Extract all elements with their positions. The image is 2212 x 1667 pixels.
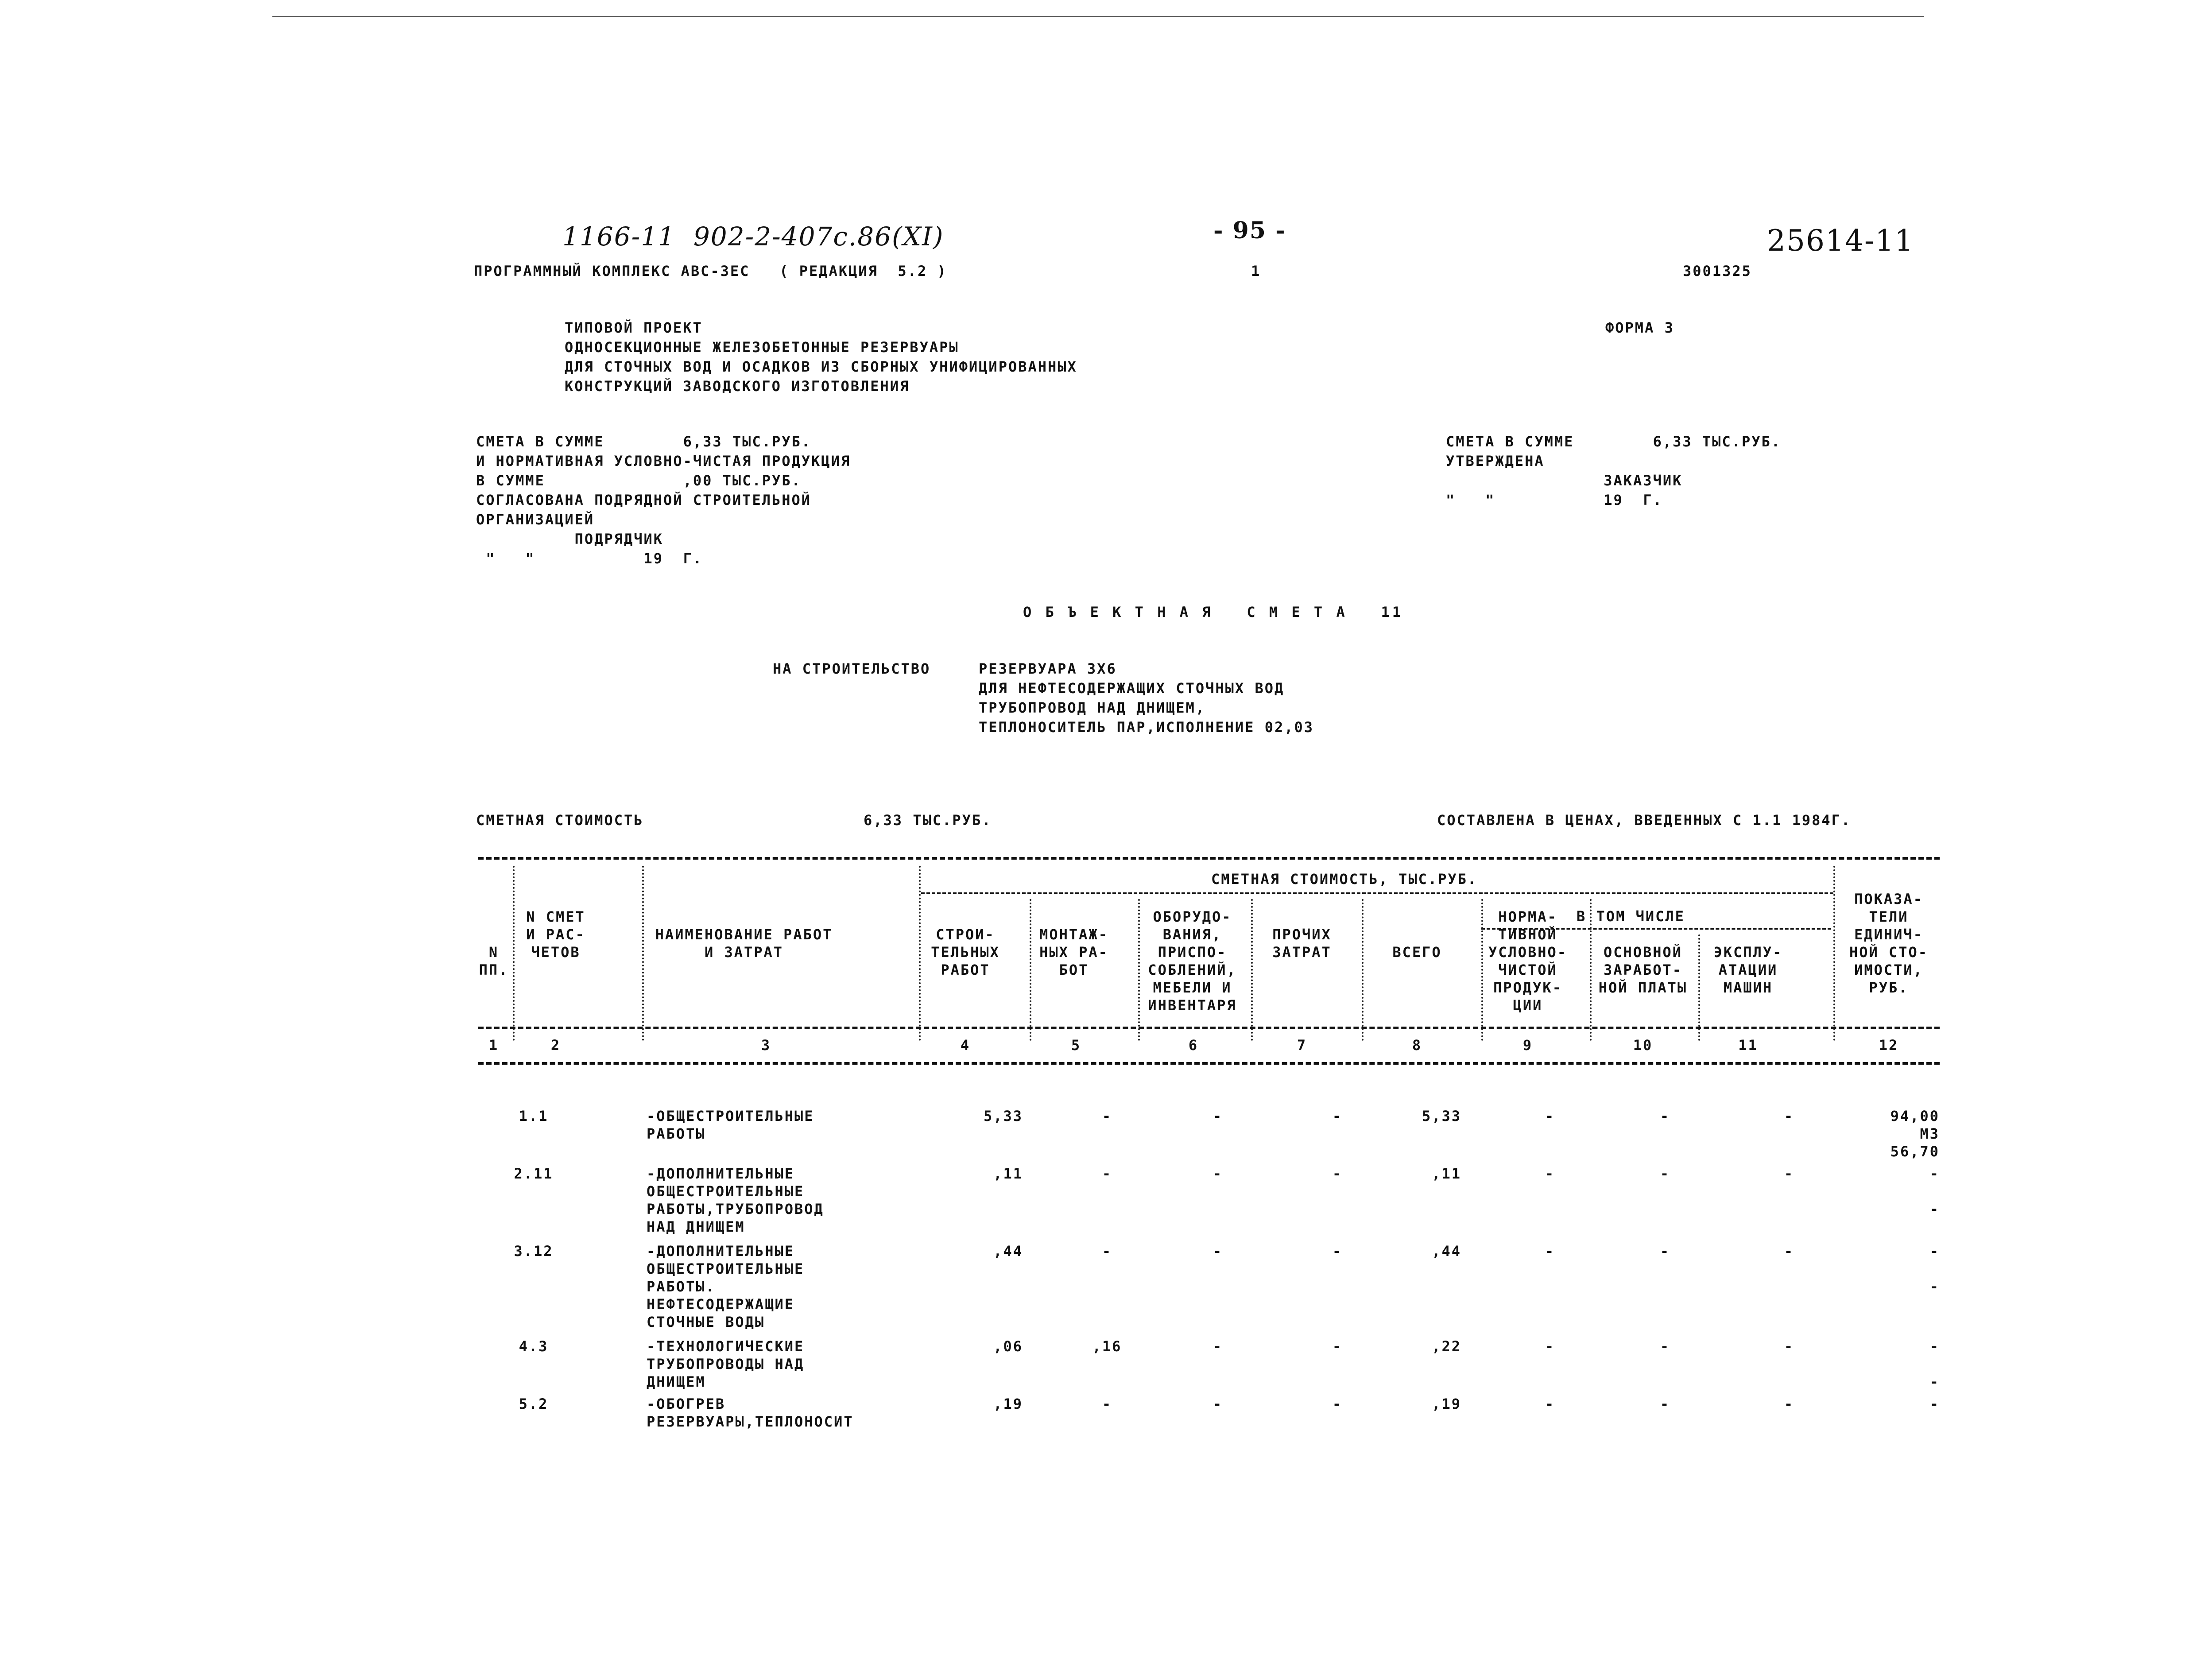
column-number: 9 (1522, 1037, 1533, 1054)
project-line: ДЛЯ СТОЧНЫХ ВОД И ОСАДКОВ ИЗ СБОРНЫХ УНИФИЦИРОВАННЫХ (565, 358, 1077, 375)
approval-line: УТВЕРЖДЕНА (1446, 453, 1545, 469)
page-number: - 95 - (1213, 217, 1286, 244)
column-separator (1138, 899, 1140, 1041)
program-complex-label: ПРОГРАММНЫЙ КОМПЛЕКС АВС-3ЕС ( РЕДАКЦИЯ 5.2 ) (474, 263, 947, 279)
column-number: 11 (1738, 1037, 1758, 1054)
object-line: ТРУБОПРОВОД НАД ДНИЩЕМ, (979, 699, 1206, 716)
column-number: 3 (761, 1037, 771, 1054)
row-unit-cost: - (1929, 1396, 1940, 1412)
row-total: ,22 (1432, 1338, 1461, 1355)
row-total: ,44 (1432, 1243, 1461, 1260)
column-separator (919, 866, 921, 1041)
header-bottom-rule (478, 1027, 1940, 1029)
column-separator (1481, 899, 1483, 1041)
approval-line: СОГЛАСОВАНА ПОДРЯДНОЙ СТРОИТЕЛЬНОЙ (476, 492, 812, 508)
column-number: 8 (1412, 1037, 1422, 1054)
project-line: КОНСТРУКЦИЙ ЗАВОДСКОГО ИЗГОТОВЛЕНИЯ (565, 378, 910, 395)
row-number: 5.2 (519, 1396, 549, 1412)
row-equipment: - (1213, 1243, 1223, 1260)
row-construction: 5,33 (983, 1108, 1023, 1124)
row-construction: ,19 (993, 1396, 1023, 1412)
column-header-work-name: НАИМЕНОВАНИЕ РАБОТ И ЗАТРАТ (655, 926, 833, 961)
row-total: ,19 (1432, 1396, 1461, 1412)
row-machine-operation: - (1784, 1165, 1794, 1182)
column-header-equipment: ОБОРУДО- ВАНИЯ, ПРИСПО- СОБЛЕНИЙ, МЕБЕЛИ И ИНВЕНТАРЯ (1148, 908, 1237, 1014)
document-title: О Б Ъ Е К Т Н А Я С М Е Т А 11 (1023, 604, 1404, 620)
column-numbers-rule (478, 1062, 1940, 1065)
row-base-wages: - (1660, 1108, 1670, 1124)
row-normative-net: - (1545, 1338, 1555, 1355)
approval-line: ОРГАНИЗАЦИЕЙ (476, 511, 595, 528)
approval-line: ПОДРЯДЧИК (476, 531, 664, 547)
row-installation: - (1102, 1396, 1112, 1412)
object-line: РЕЗЕРВУАРА 3Х6 (979, 660, 1117, 677)
object-prefix: НА СТРОИТЕЛЬСТВО (773, 660, 931, 677)
column-number: 7 (1297, 1037, 1307, 1054)
row-normative-net: - (1545, 1243, 1555, 1260)
column-separator (1362, 899, 1364, 1041)
subgroup-header: В ТОМ ЧИСЛЕ (1577, 908, 1685, 925)
row-construction: ,11 (993, 1165, 1023, 1182)
approval-line: СМЕТА В СУММЕ 6,33 ТЫС.РУБ. (1446, 433, 1782, 450)
row-work-name: -ДОПОЛНИТЕЛЬНЫЕ ОБЩЕСТРОИТЕЛЬНЫЕ РАБОТЫ. НЕФТЕСОДЕРЖАЩИЕ СТОЧНЫЕ ВОДЫ (647, 1243, 805, 1330)
column-separator (1030, 899, 1031, 1041)
row-total: ,11 (1432, 1165, 1461, 1182)
row-other: - (1332, 1338, 1343, 1355)
row-equipment: - (1213, 1165, 1223, 1182)
row-number: 4.3 (519, 1338, 549, 1355)
row-work-name: -ОБОГРЕВ РЕЗЕРВУАРЫ,ТЕПЛОНОСИТ (647, 1396, 854, 1430)
column-number: 6 (1188, 1037, 1199, 1054)
approval-line: СМЕТА В СУММЕ 6,33 ТЫС.РУБ. (476, 433, 812, 450)
row-normative-net: - (1545, 1396, 1555, 1412)
column-header-estimate-number: N СМЕТ И РАС- ЧЕТОВ (526, 908, 585, 961)
row-equipment: - (1213, 1108, 1223, 1124)
row-construction: ,44 (993, 1243, 1023, 1260)
column-number: 10 (1633, 1037, 1653, 1054)
row-work-name: -ОБЩЕСТРОИТЕЛЬНЫЕ РАБОТЫ (647, 1108, 814, 1142)
row-other: - (1332, 1165, 1343, 1182)
row-installation: - (1102, 1243, 1112, 1260)
column-number: 12 (1879, 1037, 1899, 1054)
row-base-wages: - (1660, 1165, 1670, 1182)
table-group-header: СМЕТНАЯ СТОИМОСТЬ, ТЫС.РУБ. (1211, 871, 1478, 888)
row-base-wages: - (1660, 1396, 1670, 1412)
column-separator (1833, 866, 1835, 1041)
column-separator (1251, 899, 1253, 1041)
estimated-cost-value: 6,33 ТЫС.РУБ. (864, 812, 992, 829)
column-header-base-wages: ОСНОВНОЙ ЗАРАБОТ- НОЙ ПЛАТЫ (1598, 944, 1688, 996)
approval-line: ЗАКАЗЧИК (1446, 472, 1683, 489)
row-installation: - (1102, 1108, 1112, 1124)
column-header-construction: СТРОИ- ТЕЛЬНЫХ РАБОТ (931, 926, 1000, 978)
column-separator (642, 866, 644, 1041)
table-top-rule (478, 857, 1940, 860)
project-line: ТИПОВОЙ ПРОЕКТ (565, 319, 703, 336)
row-other: - (1332, 1243, 1343, 1260)
column-header-machine-operation: ЭКСПЛУ- АТАЦИИ МАШИН (1713, 944, 1783, 996)
approval-line: " " 19 Г. (1446, 492, 1663, 508)
row-machine-operation: - (1784, 1338, 1794, 1355)
column-number: 2 (550, 1037, 561, 1054)
row-installation: - (1102, 1165, 1112, 1182)
column-number: 4 (960, 1037, 971, 1054)
row-unit-cost: - - (1929, 1165, 1940, 1217)
row-normative-net: - (1545, 1108, 1555, 1124)
approval-line: В СУММЕ ,00 ТЫС.РУБ. (476, 472, 802, 489)
row-other: - (1332, 1396, 1343, 1412)
project-line: ОДНОСЕКЦИОННЫЕ ЖЕЛЕЗОБЕТОННЫЕ РЕЗЕРВУАРЫ (565, 339, 959, 356)
row-machine-operation: - (1784, 1108, 1794, 1124)
column-number: 5 (1071, 1037, 1081, 1054)
form-label: ФОРМА 3 (1605, 319, 1674, 336)
row-machine-operation: - (1784, 1396, 1794, 1412)
price-base-note: СОСТАВЛЕНА В ЦЕНАХ, ВВЕДЕННЫХ С 1.1 1984Г. (1437, 812, 1852, 829)
column-header-other: ПРОЧИХ ЗАТРАТ (1272, 926, 1332, 961)
column-header-unit-cost: ПОКАЗА- ТЕЛИ ЕДИНИЧ- НОЙ СТО- ИМОСТИ, РУБ. (1849, 891, 1929, 996)
row-base-wages: - (1660, 1338, 1670, 1355)
row-machine-operation: - (1784, 1243, 1794, 1260)
row-construction: ,06 (993, 1338, 1023, 1355)
row-equipment: - (1213, 1338, 1223, 1355)
row-number: 2.11 (514, 1165, 554, 1182)
row-unit-cost: - - (1929, 1243, 1940, 1295)
row-other: - (1332, 1108, 1343, 1124)
column-header-total: ВСЕГО (1392, 944, 1442, 961)
row-unit-cost: - - (1929, 1338, 1940, 1390)
object-line: ДЛЯ НЕФТЕСОДЕРЖАЩИХ СТОЧНЫХ ВОД (979, 680, 1285, 697)
row-normative-net: - (1545, 1165, 1555, 1182)
column-header-n: N ПП. (479, 944, 509, 978)
handwritten-archive-number: 25614-11 (1767, 224, 1914, 258)
row-base-wages: - (1660, 1243, 1670, 1260)
document-code: 3001325 (1683, 263, 1752, 279)
row-unit-cost: 94,00 М3 56,70 (1890, 1108, 1940, 1160)
row-number: 1.1 (519, 1108, 549, 1124)
column-separator (1590, 899, 1592, 1041)
object-line: ТЕПЛОНОСИТЕЛЬ ПАР,ИСПОЛНЕНИЕ 02,03 (979, 719, 1314, 736)
row-work-name: -ДОПОЛНИТЕЛЬНЫЕ ОБЩЕСТРОИТЕЛЬНЫЕ РАБОТЫ,ТРУБОПРОВОД НАД ДНИЩЕМ (647, 1165, 824, 1235)
approval-line: " " 19 Г. (476, 550, 703, 567)
group-header-rule (921, 892, 1833, 894)
top-scan-line (272, 16, 1924, 17)
column-header-normative-net: НОРМА- ТИВНОЙ УСЛОВНО- ЧИСТОЙ ПРОДУК- ЦИИ (1488, 908, 1568, 1014)
sheet-number: 1 (1251, 263, 1261, 279)
estimated-cost-label: СМЕТНАЯ СТОИМОСТЬ (476, 812, 644, 829)
row-total: 5,33 (1422, 1108, 1461, 1124)
column-header-installation: МОНТАЖ- НЫХ РА- БОТ (1039, 926, 1108, 978)
row-number: 3.12 (514, 1243, 554, 1260)
row-installation: ,16 (1092, 1338, 1122, 1355)
row-equipment: - (1213, 1396, 1223, 1412)
column-separator (513, 866, 515, 1041)
handwritten-document-code: 1166-11 902-2-407c.86(XI) (562, 221, 944, 252)
column-separator (1698, 934, 1700, 1041)
row-work-name: -ТЕХНОЛОГИЧЕСКИЕ ТРУБОПРОВОДЫ НАД ДНИЩЕМ (647, 1338, 805, 1390)
column-number: 1 (488, 1037, 499, 1054)
approval-line: И НОРМАТИВНАЯ УСЛОВНО-ЧИСТАЯ ПРОДУКЦИЯ (476, 453, 851, 469)
